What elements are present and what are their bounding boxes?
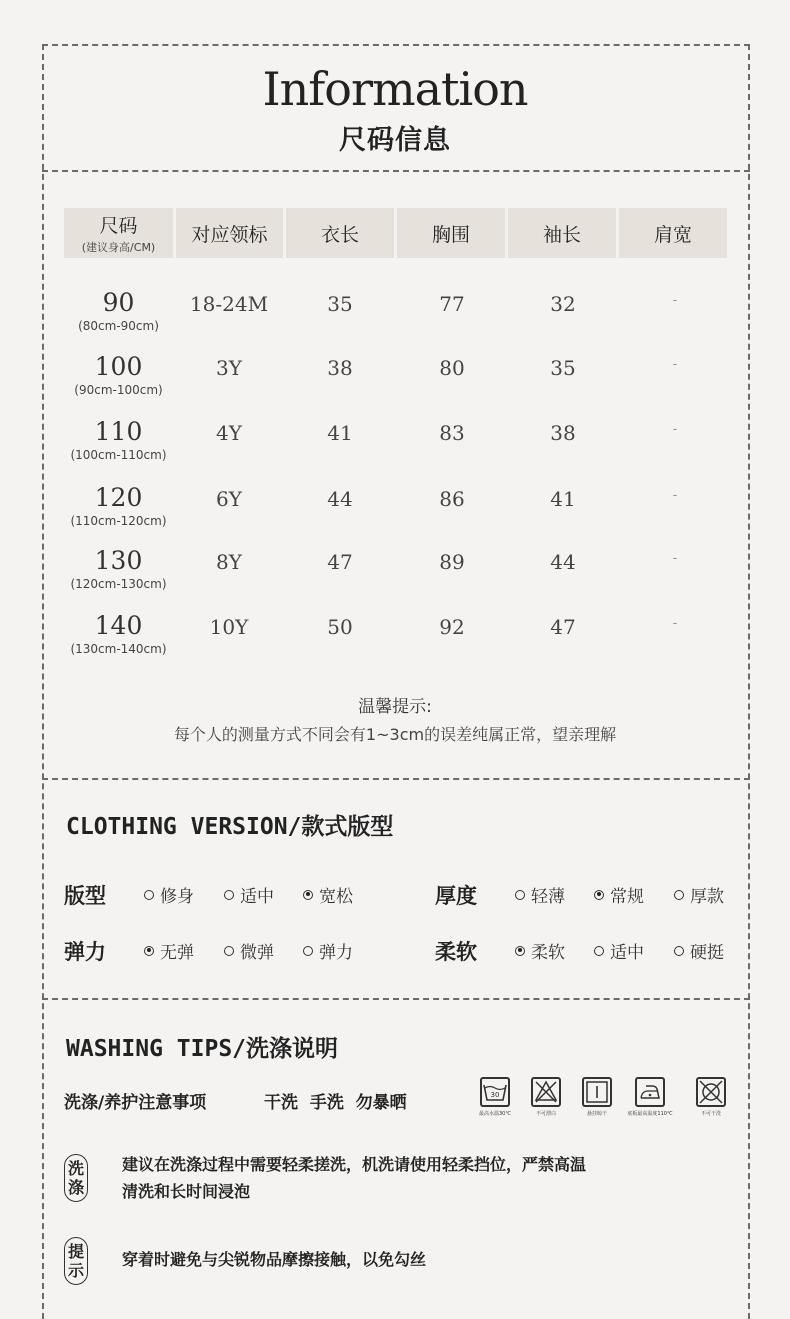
col-header-label: 胸围 bbox=[431, 223, 470, 246]
height-range: (120cm-130cm) bbox=[70, 577, 167, 591]
option-radio[interactable] bbox=[144, 882, 194, 907]
col-header-label: 衣长 bbox=[320, 223, 359, 246]
length-cell: 41 bbox=[327, 421, 353, 445]
option-radio[interactable] bbox=[303, 938, 353, 963]
badge-char: 示 bbox=[67, 1261, 84, 1280]
washing-tips-title: WASHING TIPS/洗涤说明 bbox=[66, 1036, 339, 1062]
wash-note-label: 洗涤/养护注意事项 bbox=[64, 1093, 207, 1113]
radio-checked-icon[interactable] bbox=[594, 890, 604, 900]
iron-icon bbox=[627, 1077, 673, 1117]
sleeve-cell: 41 bbox=[550, 487, 576, 511]
length-cell: 50 bbox=[327, 615, 353, 639]
option-radio[interactable] bbox=[144, 938, 194, 963]
sleeve-cell: 47 bbox=[550, 615, 576, 639]
chest-cell: 83 bbox=[439, 421, 465, 445]
wash-temp-text: 30 bbox=[490, 1091, 500, 1099]
option-radio[interactable] bbox=[674, 938, 724, 963]
clothing-version-title: CLOTHING VERSION/款式版型 bbox=[66, 814, 394, 840]
shoulder-cell: - bbox=[672, 487, 678, 503]
col-header-size bbox=[64, 208, 173, 258]
tip-body: 每个人的测量方式不同会有1~3cm的误差纯属正常，望亲理解 bbox=[173, 725, 617, 744]
icon-caption: 最高水温30℃ bbox=[479, 1111, 511, 1117]
height-range: (110cm-120cm) bbox=[70, 514, 167, 528]
chest-cell: 92 bbox=[439, 615, 465, 639]
col-header-label: 尺码 bbox=[99, 215, 138, 237]
col-header-chest bbox=[397, 208, 505, 258]
length-cell: 47 bbox=[327, 550, 353, 574]
sleeve-cell: 44 bbox=[550, 550, 576, 574]
height-range: (90cm-100cm) bbox=[74, 383, 163, 397]
shoulder-cell: - bbox=[672, 615, 678, 631]
option-radio[interactable] bbox=[224, 938, 274, 963]
option-radio[interactable] bbox=[224, 882, 274, 907]
size-cell bbox=[60, 611, 177, 656]
radio-unchecked-icon[interactable] bbox=[144, 890, 154, 900]
tip-badge bbox=[64, 1237, 88, 1285]
height-range: (80cm-90cm) bbox=[78, 319, 159, 333]
badge-char: 提 bbox=[67, 1242, 84, 1261]
chest-cell: 86 bbox=[439, 487, 465, 511]
option-text: 微弹 bbox=[240, 943, 274, 963]
sleeve-cell: 32 bbox=[550, 292, 576, 316]
option-text: 宽松 bbox=[319, 887, 353, 907]
option-text: 弹力 bbox=[319, 943, 353, 963]
sleeve-cell: 35 bbox=[550, 356, 576, 380]
sleeve-cell: 38 bbox=[550, 421, 576, 445]
option-radio[interactable] bbox=[515, 882, 565, 907]
shoulder-cell: - bbox=[672, 292, 678, 308]
size-value: 140 bbox=[94, 611, 143, 640]
size-cell bbox=[60, 483, 177, 528]
col-header-tag bbox=[176, 208, 283, 258]
size-value: 120 bbox=[94, 483, 143, 512]
option-radio[interactable] bbox=[303, 882, 353, 907]
option-text: 适中 bbox=[240, 887, 274, 907]
divider-header bbox=[42, 170, 750, 172]
size-value: 90 bbox=[102, 288, 135, 317]
col-header-label: 肩宽 bbox=[653, 223, 692, 246]
tag-cell: 10Y bbox=[209, 615, 249, 639]
radio-unchecked-icon[interactable] bbox=[674, 890, 684, 900]
option-group-label: 弹力 bbox=[64, 940, 106, 964]
no-tumble-dry-icon bbox=[694, 1077, 728, 1117]
radio-checked-icon[interactable] bbox=[303, 890, 313, 900]
title-chinese: 尺码信息 bbox=[339, 125, 451, 156]
option-text: 柔软 bbox=[531, 943, 565, 963]
col-header-shoulder bbox=[619, 208, 727, 258]
option-text: 修身 bbox=[160, 887, 194, 907]
radio-unchecked-icon[interactable] bbox=[515, 890, 525, 900]
radio-unchecked-icon[interactable] bbox=[224, 890, 234, 900]
radio-unchecked-icon[interactable] bbox=[674, 946, 684, 956]
radio-unchecked-icon[interactable] bbox=[594, 946, 604, 956]
col-header-label: 袖长 bbox=[542, 223, 581, 246]
wash-note-methods: 干洗 手洗 勿暴晒 bbox=[264, 1093, 407, 1113]
size-cell bbox=[60, 546, 177, 591]
option-text: 厚款 bbox=[690, 887, 724, 907]
size-value: 130 bbox=[94, 546, 143, 575]
wash-instruction bbox=[122, 1151, 586, 1205]
option-radio[interactable] bbox=[674, 882, 724, 907]
option-text: 轻薄 bbox=[531, 887, 565, 907]
tag-cell: 4Y bbox=[216, 421, 242, 445]
size-value: 110 bbox=[94, 417, 143, 446]
size-cell bbox=[60, 352, 177, 397]
tag-cell: 8Y bbox=[216, 550, 242, 574]
icon-caption: 不可干洗 bbox=[700, 1111, 721, 1117]
wash-badge bbox=[64, 1154, 88, 1202]
option-text: 无弹 bbox=[160, 943, 194, 963]
divider-version bbox=[42, 998, 750, 1000]
option-text: 硬挺 bbox=[690, 943, 724, 963]
radio-unchecked-icon[interactable] bbox=[224, 946, 234, 956]
icon-caption: 悬挂晾干 bbox=[586, 1111, 607, 1117]
tag-cell: 18-24M bbox=[189, 292, 269, 316]
icon-caption: 底板最高温度110℃ bbox=[627, 1111, 673, 1117]
option-group-label: 柔软 bbox=[435, 940, 477, 964]
hang-dry-icon bbox=[580, 1077, 614, 1117]
chest-cell: 80 bbox=[439, 356, 465, 380]
option-radio[interactable] bbox=[594, 882, 644, 907]
height-range: (100cm-110cm) bbox=[70, 448, 167, 462]
shoulder-cell: - bbox=[672, 550, 678, 566]
option-radio[interactable] bbox=[594, 938, 644, 963]
radio-unchecked-icon[interactable] bbox=[303, 946, 313, 956]
chest-cell: 89 bbox=[439, 550, 465, 574]
chest-cell: 77 bbox=[439, 292, 465, 316]
badge-char: 涤 bbox=[67, 1178, 84, 1197]
divider-table bbox=[42, 778, 750, 780]
radio-checked-icon[interactable] bbox=[144, 946, 154, 956]
col-header-length bbox=[286, 208, 394, 258]
tag-cell: 6Y bbox=[216, 487, 242, 511]
wear-instruction bbox=[122, 1246, 426, 1273]
no-bleach-icon bbox=[529, 1077, 563, 1117]
badge-char: 洗 bbox=[67, 1159, 84, 1178]
instruction-line: 建议在洗涤过程中需要轻柔搓洗，机洗请使用轻柔挡位，严禁高温 bbox=[122, 1155, 587, 1174]
title-english: Information bbox=[262, 62, 528, 116]
size-cell bbox=[60, 417, 177, 462]
size-value: 100 bbox=[94, 352, 143, 381]
instruction-line: 清洗和长时间浸泡 bbox=[122, 1182, 251, 1201]
shoulder-cell: - bbox=[672, 421, 678, 437]
option-text: 常规 bbox=[610, 887, 644, 907]
col-header-sleeve bbox=[508, 208, 616, 258]
col-header-sub: (建议身高/CM) bbox=[81, 241, 156, 254]
col-header-label: 对应领标 bbox=[191, 223, 268, 246]
height-range: (130cm-140cm) bbox=[70, 642, 167, 656]
tip-title: 温馨提示: bbox=[358, 697, 432, 717]
shoulder-cell: - bbox=[672, 356, 678, 372]
length-cell: 35 bbox=[327, 292, 353, 316]
length-cell: 38 bbox=[327, 356, 353, 380]
option-text: 适中 bbox=[610, 943, 644, 963]
radio-checked-icon[interactable] bbox=[515, 946, 525, 956]
length-cell: 44 bbox=[327, 487, 353, 511]
divider-top bbox=[42, 44, 750, 46]
icon-caption: 不可漂白 bbox=[535, 1111, 556, 1117]
size-cell bbox=[60, 288, 177, 333]
option-radio[interactable] bbox=[515, 938, 565, 963]
option-group-label: 版型 bbox=[64, 884, 106, 908]
instruction-line: 穿着时避免与尖锐物品摩擦接触，以免勾丝 bbox=[122, 1250, 427, 1269]
option-group-label: 厚度 bbox=[435, 884, 477, 908]
tag-cell: 3Y bbox=[216, 356, 242, 380]
wash-30-icon bbox=[478, 1077, 512, 1117]
